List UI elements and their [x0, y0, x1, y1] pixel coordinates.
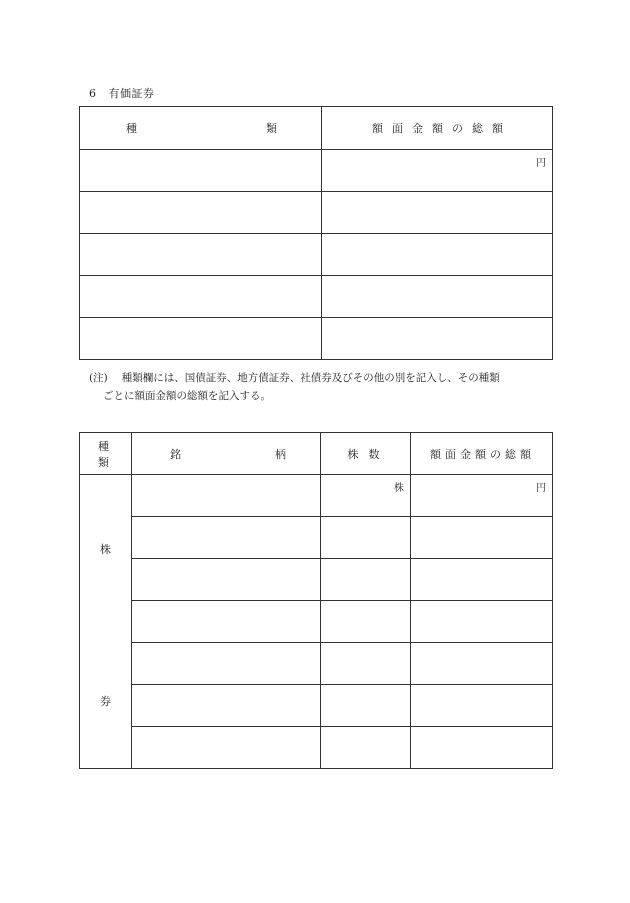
table-row	[80, 727, 553, 769]
shares-cell[interactable]	[321, 727, 411, 769]
table-row	[80, 643, 553, 685]
table-row	[80, 601, 553, 643]
section-title	[89, 85, 155, 101]
note-line-2: ごとに額面金額の総額を記入する。	[103, 390, 271, 402]
kind-header-label: 種類	[98, 439, 121, 469]
brand-cell[interactable]	[132, 601, 321, 643]
amount-cell[interactable]	[322, 318, 553, 360]
shares-header	[321, 433, 411, 475]
amount-cell[interactable]	[411, 643, 553, 685]
stock-kind-char-2: 券	[100, 695, 111, 708]
amount-cell[interactable]	[322, 192, 553, 234]
amount-cell[interactable]	[411, 685, 553, 727]
table-row	[80, 150, 553, 192]
brand-cell[interactable]	[132, 517, 321, 559]
face-amount-header	[411, 433, 553, 475]
brand-cell[interactable]	[132, 475, 321, 517]
kind-cell[interactable]	[80, 150, 322, 192]
kind-header	[80, 433, 132, 475]
shares-cell[interactable]	[321, 685, 411, 727]
shares-header-label: 株数	[347, 447, 390, 461]
brand-header	[132, 433, 321, 475]
stock-kind-char-1: 株	[100, 543, 111, 556]
amount-cell[interactable]	[411, 601, 553, 643]
yen-unit: 円	[536, 158, 546, 169]
amount-cell[interactable]	[322, 234, 553, 276]
brand-header-char-2: 柄	[275, 447, 286, 461]
table-row	[80, 559, 553, 601]
amount-cell[interactable]	[411, 517, 553, 559]
amount-cell[interactable]	[411, 727, 553, 769]
face-amount-header	[322, 107, 553, 150]
table-header-row	[80, 433, 553, 475]
kind-header	[80, 107, 322, 150]
section-number: 6	[89, 87, 97, 100]
table-header-row	[80, 107, 553, 150]
brand-cell[interactable]	[132, 685, 321, 727]
table-row	[80, 685, 553, 727]
shares-cell[interactable]	[321, 475, 411, 517]
brand-cell[interactable]	[132, 559, 321, 601]
brand-cell[interactable]	[132, 643, 321, 685]
kind-cell[interactable]	[80, 318, 322, 360]
shares-cell[interactable]	[321, 517, 411, 559]
stocks-table	[79, 432, 553, 769]
kind-header-char-2: 類	[266, 122, 277, 135]
note-line-1: 種類欄には、国債証券、地方債証券、社債券及びその他の別を記入し、その種類	[121, 372, 500, 384]
table-row	[80, 517, 553, 559]
kind-header-char-1: 種	[126, 122, 137, 135]
table-row	[80, 234, 553, 276]
amount-cell[interactable]	[411, 475, 553, 517]
kind-cell[interactable]	[80, 276, 322, 318]
face-amount-header-label: 額面金額の総額	[430, 447, 535, 461]
amount-cell[interactable]	[322, 276, 553, 318]
amount-cell[interactable]	[322, 150, 553, 192]
kind-cell[interactable]	[80, 192, 322, 234]
table-row	[80, 276, 553, 318]
section-heading: 有価証券	[108, 87, 155, 100]
stock-kind-cell	[80, 475, 132, 769]
yen-unit: 円	[536, 483, 546, 494]
table-row	[80, 318, 553, 360]
face-amount-header-label: 額面金額の総額	[372, 122, 512, 135]
note	[89, 369, 559, 405]
shares-cell[interactable]	[321, 559, 411, 601]
shares-cell[interactable]	[321, 601, 411, 643]
brand-cell[interactable]	[132, 727, 321, 769]
table-row	[80, 192, 553, 234]
brand-header-char-1: 銘	[170, 447, 181, 461]
note-label: (注)	[89, 372, 108, 384]
table-row	[80, 475, 553, 517]
kind-cell[interactable]	[80, 234, 322, 276]
amount-cell[interactable]	[411, 559, 553, 601]
shares-cell[interactable]	[321, 643, 411, 685]
securities-table	[79, 106, 553, 360]
shares-unit: 株	[394, 483, 404, 494]
